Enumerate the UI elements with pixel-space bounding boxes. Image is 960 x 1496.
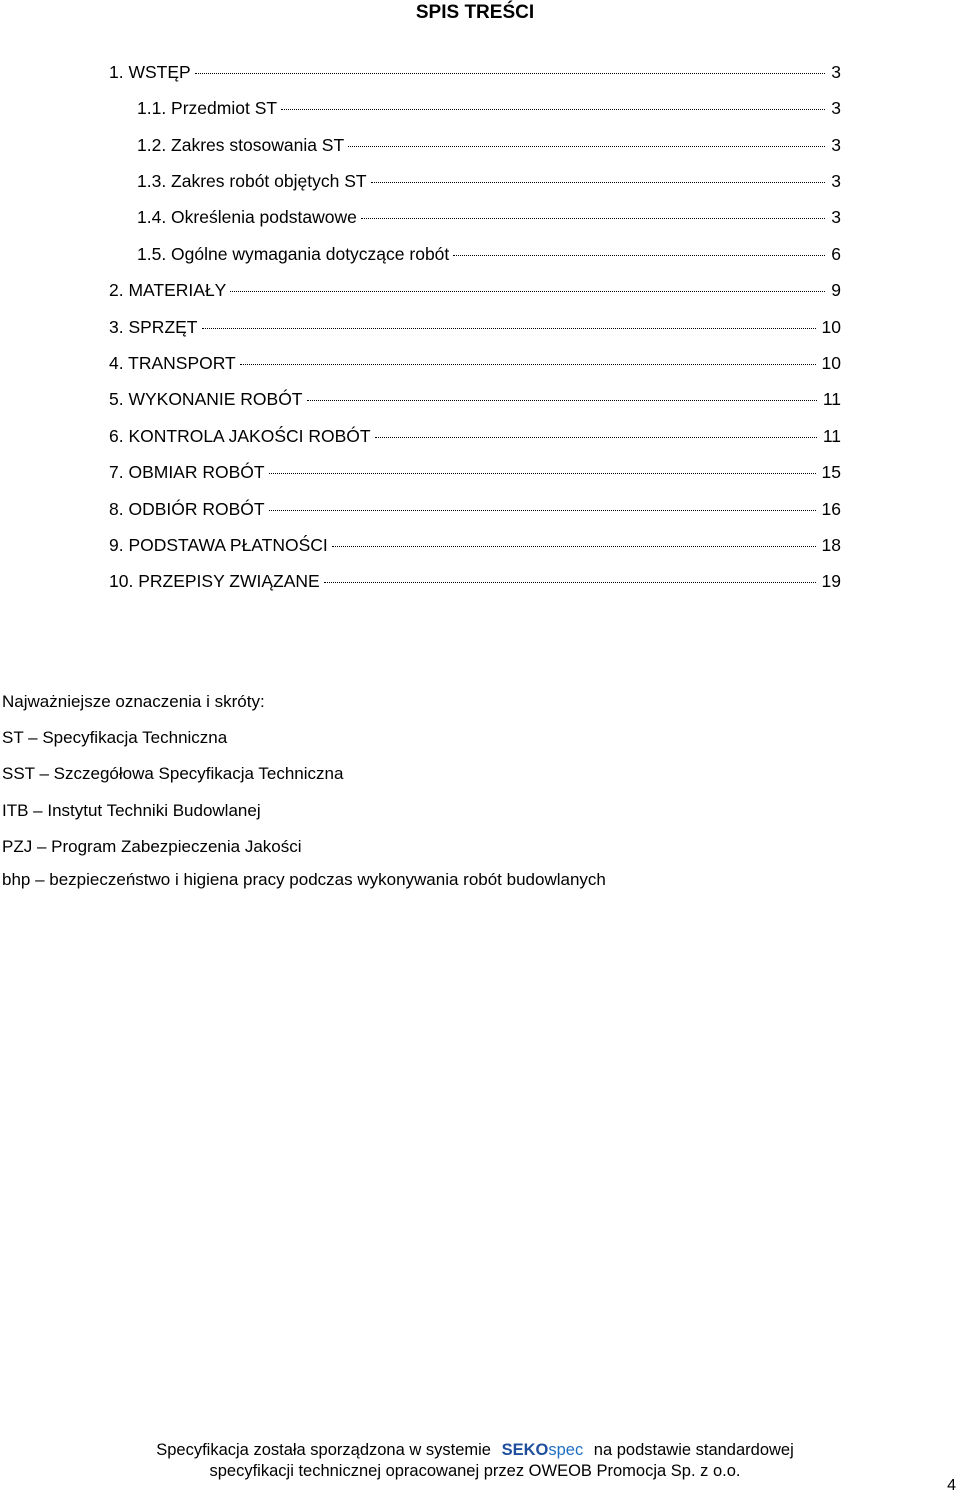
toc-entry[interactable] [137,169,841,193]
toc-entry-label: 7. OBMIAR ROBÓT [109,462,265,482]
toc-entry[interactable] [109,533,841,557]
abbreviation-item: ST – Specyfikacja Techniczna [2,728,228,747]
toc-entry-page: 9 [831,280,841,300]
toc-leader-dots [348,146,825,147]
toc-leader-dots [324,582,816,583]
toc-entry-page: 15 [821,462,841,482]
toc-entry-label: 1.1. Przedmiot ST [137,98,278,118]
toc-entry[interactable] [109,315,841,339]
toc-entry-label: 5. WYKONANIE ROBÓT [109,389,303,409]
toc-entry[interactable] [137,205,841,229]
toc-leader-dots [195,73,826,74]
toc-entry-page: 6 [831,244,841,264]
toc-entry-label: 8. ODBIÓR ROBÓT [109,499,265,519]
toc-leader-dots [371,182,826,183]
toc-entry[interactable] [109,351,841,375]
toc-entry[interactable] [109,278,841,302]
toc-leader-dots [361,218,825,219]
toc-entry-page: 3 [831,171,841,191]
toc-entry[interactable] [109,60,841,84]
toc-entry[interactable] [137,96,841,120]
toc-entry-label: 1.4. Określenia podstawowe [137,207,357,227]
toc-entry-label: 1. WSTĘP [109,62,191,82]
footer-line-1 [0,1440,950,1461]
toc-leader-dots [332,546,816,547]
toc-entry-page: 19 [821,571,841,591]
abbreviation-item: ITB – Instytut Techniki Budowlanej [2,801,261,820]
toc-entry-label: 1.3. Zakres robót objętych ST [137,171,367,191]
abbreviations-heading: Najważniejsze oznaczenia i skróty: [2,692,265,711]
toc-entry-label: 3. SPRZĘT [109,317,198,337]
toc-entry[interactable] [109,387,841,411]
page-number: 4 [947,1477,956,1494]
footer-line-2: specyfikacji technicznej opracowanej przez OWEOB Promocja Sp. z o.o. [209,1462,741,1480]
toc-entry-page: 16 [821,499,841,519]
toc-leader-dots [202,328,816,329]
toc-leader-dots [307,400,817,401]
abbreviation-item: SST – Szczegółowa Specyfikacja Techniczna [2,764,344,783]
toc-entry-label: 9. PODSTAWA PŁATNOŚCI [109,535,328,555]
toc-entry[interactable] [109,460,841,484]
toc-leader-dots [240,364,816,365]
toc-leader-dots [269,473,816,474]
toc-entry[interactable] [109,569,841,593]
toc-entry[interactable] [109,497,841,521]
sekospec-logo-bold: SEKO [501,1441,549,1459]
toc-leader-dots [453,255,825,256]
toc-entry-label: 1.5. Ogólne wymagania dotyczące robót [137,244,450,264]
toc-entry-label: 2. MATERIAŁY [109,280,227,300]
toc-entry-page: 10 [821,317,841,337]
toc-entry-page: 11 [822,426,841,446]
toc-entry-page: 3 [831,62,841,82]
sekospec-logo-light: spec [548,1441,584,1459]
footer-text: Specyfikacja została sporządzona w systemie [156,1441,491,1459]
toc-entry-page: 3 [831,135,841,155]
toc-entry[interactable] [137,242,841,266]
toc-entry-label: 1.2. Zakres stosowania ST [137,135,345,155]
toc-entry-label: 4. TRANSPORT [109,353,236,373]
toc-entry-page: 3 [831,98,841,118]
toc-entry-page: 18 [821,535,841,555]
toc-leader-dots [230,291,825,292]
toc-entry-page: 11 [822,389,841,409]
toc-entry-label: 10. PRZEPISY ZWIĄZANE [109,571,320,591]
page-title: SPIS TREŚCI [415,2,535,23]
toc-entry-label: 6. KONTROLA JAKOŚCI ROBÓT [109,426,371,446]
abbreviation-item: PZJ – Program Zabezpieczenia Jakości [2,837,302,856]
toc-entry[interactable] [137,133,841,157]
abbreviation-item: bhp – bezpieczeństwo i higiena pracy podczas wykonywania robót budowlanych [2,870,606,889]
toc-leader-dots [375,437,817,438]
toc-entry[interactable] [109,424,841,448]
toc-entry-page: 10 [821,353,841,373]
toc-leader-dots [269,510,816,511]
footer-text: na podstawie standardowej [593,1441,794,1459]
toc-entry-page: 3 [831,207,841,227]
page-footer [0,1440,950,1482]
toc-leader-dots [281,109,825,110]
